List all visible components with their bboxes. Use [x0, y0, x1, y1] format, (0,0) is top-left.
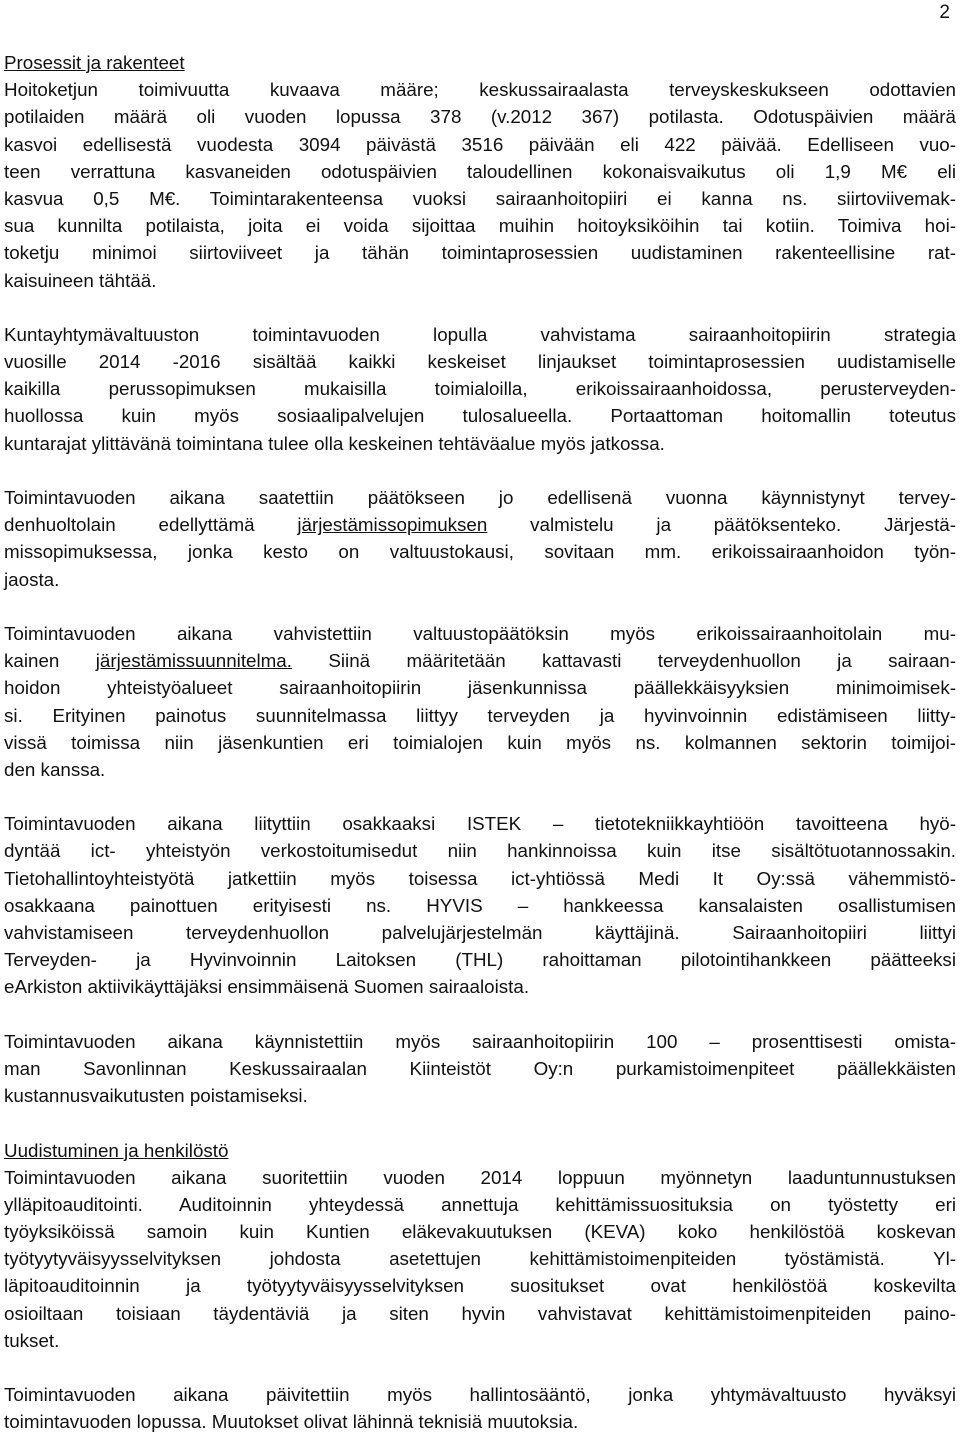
- paragraph: [4, 620, 956, 783]
- text-line: missopimuksessa, jonka kesto on valtuustokausi, sovitaan mm. erikoissairaanhoidon työn-: [4, 541, 956, 563]
- paragraph: [4, 810, 956, 1000]
- text-line: Hoitoketjun toimivuutta kuvaava määre; keskussairaalasta terveyskeskukseen odottavien: [4, 79, 956, 101]
- text-line: läpitoauditoinnin ja työtyytyväisyysselvityksen suositukset ovat henkilöstöä koskevilta: [4, 1275, 956, 1297]
- text-line: kuntarajat ylittävänä toimintana tulee olla keskeinen tehtäväalue myös jatkossa.: [4, 432, 665, 454]
- text-line: osakkaana painottuen erityisesti ns. HYVIS – hankkeessa kansalaisten osallistumisen: [4, 894, 956, 916]
- text-line: vissä toimissa niin jäsenkuntien eri toimialojen kuin myös ns. kolmannen sektorin toimijoi-: [4, 731, 956, 753]
- text-line: sua kunnilta potilaista, joita ei voida sijoittaa muihin hoitoyksiköihin tai kotiin. Toimiva hoi-: [4, 215, 956, 237]
- paragraph: [4, 76, 956, 294]
- paragraph: [4, 1381, 956, 1435]
- underlined-term: järjestämissuunnitelma.: [95, 650, 292, 672]
- paragraph: [4, 1164, 956, 1354]
- text-line: Terveyden- ja Hyvinvoinnin Laitoksen (THL) rahoittaman pilotointihankkeen päätteeksi: [4, 949, 956, 971]
- text-line: man Savonlinnan Keskussairaalan Kiinteistöt Oy:n purkamistoimenpiteet päällekkäisten: [4, 1057, 956, 1079]
- text-line: Toimintavuoden aikana liityttiin osakkaaksi ISTEK – tietotekniikkayhtiöön tavoitteena hyö-: [4, 813, 956, 835]
- text-line: Tietohallintoyhteistyötä jatkettiin myös toisessa ict-yhtiössä Medi It Oy:ssä vähemmistö-: [4, 867, 956, 889]
- text-line: kaisuineen tähtää.: [4, 269, 157, 291]
- text-line: kasvoi edellisestä vuodesta 3094 päivästä 3516 päivään eli 422 päivää. Edelliseen vuo-: [4, 133, 956, 155]
- text-line: kaikilla perussopimuksen mukaisilla toimialoilla, erikoissairaanhoidossa, perusterveyden-: [4, 378, 956, 400]
- text-line: Toimintavuoden aikana saatettiin päätökseen jo edellisenä vuonna käynnistynyt tervey-: [4, 487, 956, 508]
- text-line: denhuoltolain edellyttämä järjestämissopimuksen valmistelu ja päätöksenteko. Järjestä-: [4, 514, 956, 536]
- section-heading: Uudistuminen ja henkilöstö: [4, 1139, 229, 1161]
- text-line: kasvua 0,5 M€. Toimintarakenteensa vuoksi sairaanhoitopiiri ei kanna ns. siirtoviivemak-: [4, 187, 956, 209]
- text-line: työtyytyväisyysselvityksen johdosta asetettujen kehittämistoimenpiteiden työstämistä. Yl-: [4, 1248, 956, 1270]
- text-line: toketju minimoi siirtoviiveet ja tähän toimintaprosessien uudistaminen rakenteellisine rat-: [4, 242, 956, 264]
- text-line: Toimintavuoden aikana vahvistettiin valtuustopäätöksin myös erikoissairaanhoitolain mu-: [4, 622, 956, 644]
- text-line: dyntää ict- yhteistyön verkostoitumisedut niin hankinnoissa kuin itse sisältötuotannossakin.: [4, 840, 956, 862]
- text-line: toimintavuoden lopussa. Muutokset olivat lähinnä teknisiä muutoksia.: [4, 1411, 579, 1433]
- text-line: Toimintavuoden aikana käynnistettiin myös sairaanhoitopiirin 100 – prosenttisesti omista-: [4, 1030, 956, 1052]
- text-line: si. Erityinen painotus suunnitelmassa liittyy terveyden ja hyvinvoinnin edistämiseen liitty-: [4, 704, 956, 726]
- page-number: 2: [939, 2, 950, 23]
- document-body: [4, 49, 956, 1436]
- paragraph: [4, 1028, 956, 1110]
- text-line: osioiltaan toisiaan täydentäviä ja siten hyvin vahvistavat kehittämistoimenpiteiden paino-: [4, 1302, 956, 1324]
- text-line: Kuntayhtymävaltuuston toimintavuoden lopulla vahvistama sairaanhoitopiirin strategia: [4, 323, 956, 345]
- paragraph: [4, 484, 956, 593]
- section-heading: Prosessit ja rakenteet: [4, 52, 185, 73]
- text-line: vuosille 2014 -2016 sisältää kaikki keskeiset linjaukset toimintaprosessien uudistamiselle: [4, 351, 956, 373]
- text-line: den kanssa.: [4, 758, 106, 780]
- text-line: kustannusvaikutusten poistamiseksi.: [4, 1085, 308, 1107]
- text-line: vahvistamiseen terveydenhuollon palvelujärjestelmän käyttäjinä. Sairaanhoitopiiri liittyi: [4, 922, 956, 943]
- text-line: Toimintavuoden aikana päivitettiin myös hallintosääntö, jonka yhtymävaltuusto hyväksyi: [4, 1384, 956, 1406]
- text-line: huollossa kuin myös sosiaalipalvelujen tulosalueella. Portaattoman hoitomallin toteutus: [4, 405, 956, 427]
- paragraph: [4, 321, 956, 457]
- text-line: työyksiköissä samoin kuin Kuntien eläkevakuutuksen (KEVA) koko henkilöstöä koskevan: [4, 1221, 956, 1243]
- text-line: tukset.: [4, 1329, 60, 1351]
- text-line: jaosta.: [4, 568, 60, 590]
- text-line: potilaiden määrä oli vuoden lopussa 378 (v.2012 367) potilasta. Odotuspäivien määrä: [4, 106, 956, 128]
- text-line: teen verrattuna kasvaneiden odotuspäivien taloudellinen kokonaisvaikutus oli 1,9 M€ eli: [4, 160, 956, 182]
- text-line: hoidon yhteistyöalueet sairaanhoitopiirin jäsenkunnissa päällekkäisyyksien minimoimisek-: [4, 677, 956, 699]
- text-line: ylläpitoauditointi. Auditoinnin yhteydessä annettuja kehittämissuosituksia on työstetty eri: [4, 1193, 956, 1215]
- underlined-term: järjestämissopimuksen: [297, 514, 488, 536]
- text-line: kainen järjestämissuunnitelma. Siinä määritetään kattavasti terveydenhuollon ja sairaan-: [4, 650, 956, 672]
- text-line: Toimintavuoden aikana suoritettiin vuoden 2014 loppuun myönnetyn laaduntunnustuksen: [4, 1166, 956, 1188]
- text-line: eArkiston aktiivikäyttäjäksi ensimmäisenä Suomen sairaaloista.: [4, 976, 530, 998]
